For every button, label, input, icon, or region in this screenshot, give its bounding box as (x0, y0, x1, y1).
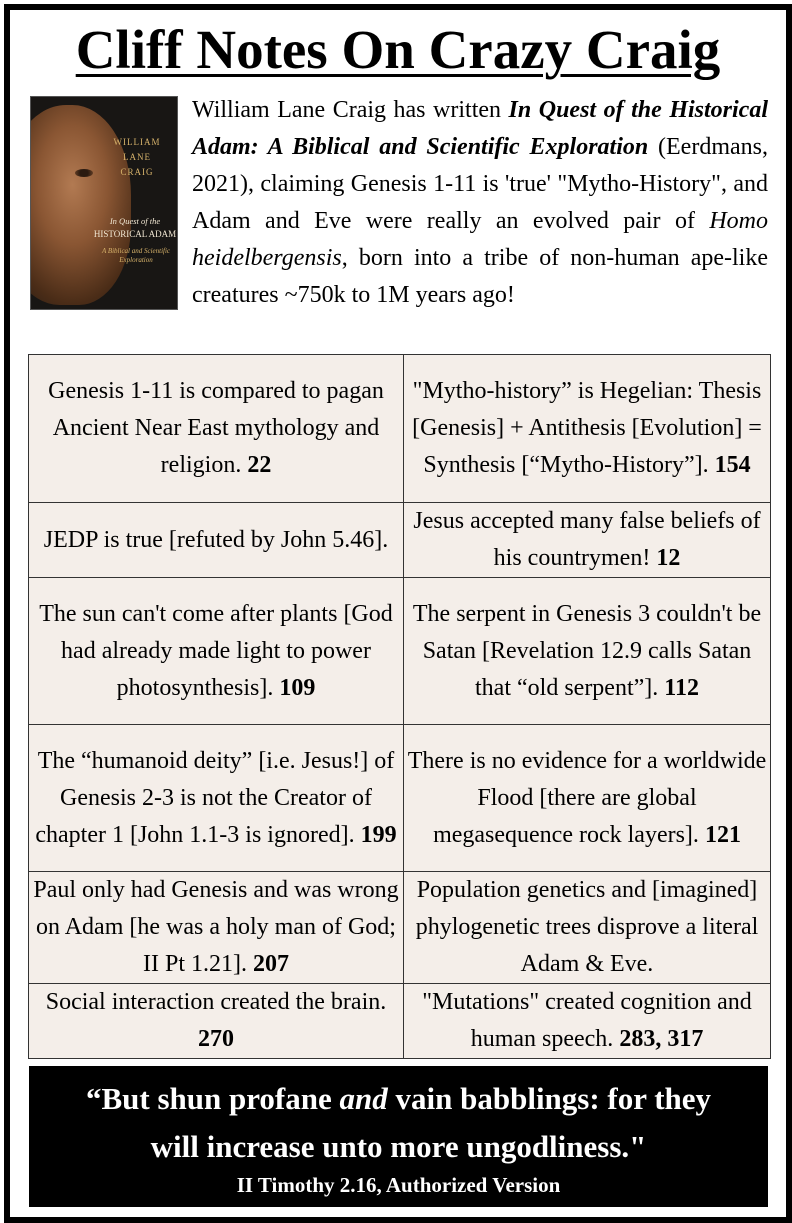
page-reference: 121 (704, 821, 741, 848)
cover-eye (75, 169, 93, 177)
page-reference: 12 (656, 545, 681, 571)
claim-cell-left (29, 872, 404, 984)
page-reference: 283, 317 (619, 1026, 704, 1052)
claims-row (29, 872, 771, 984)
page-title (10, 18, 786, 82)
claims-row (29, 503, 771, 578)
quote-citation: II Timothy 2.16, Authorized Version (236, 1173, 561, 1197)
quote-text: vain babblings: for they (387, 1081, 712, 1116)
claim-cell-right (404, 355, 771, 503)
claim-cell-right (404, 872, 771, 984)
cover-author (99, 135, 175, 180)
cover-title (93, 215, 177, 241)
page-frame (4, 4, 792, 1223)
claim-cell-left (29, 984, 404, 1059)
page-reference: 154 (714, 452, 751, 478)
claims-row (29, 725, 771, 872)
quote-emphasis: and (339, 1081, 388, 1116)
book-title: In Quest of the Historical Adam: A Biblical and Scientific Exploration (192, 97, 768, 160)
claim-cell-right (404, 984, 771, 1059)
claim-text: There is no evidence for a worldwide Flood [there are global megasequence rock layers]. (407, 747, 767, 848)
claim-text: "Mytho-history” is Hegelian: Thesis [Genesis] + Antithesis [Evolution] = Synthesis [“Mytho-History”]. (412, 378, 762, 478)
claim-text: Paul only had Genesis and was wrong on Adam [he was a holy man of God; II Pt 1.21]. (33, 877, 399, 977)
title-text: Cliff Notes On Crazy Craig (75, 19, 721, 80)
claims-table (28, 354, 771, 1059)
cover-title-line: HISTORICAL ADAM (93, 229, 177, 239)
intro-text-3: , born into a tribe of non-human ape-like creatures ~750k to 1M years ago! (192, 245, 768, 308)
claim-cell-left (29, 725, 404, 872)
page-reference: 270 (198, 1026, 234, 1052)
scripture-quote-box (29, 1066, 768, 1207)
page-reference: 109 (279, 674, 316, 701)
claims-row (29, 984, 771, 1059)
claims-table-body (29, 355, 771, 1059)
cover-subtitle: A Biblical and Scientific Exploration (101, 247, 171, 264)
claim-text: Jesus accepted many false beliefs of his countrymen! (413, 508, 761, 571)
claim-text: Population genetics and [imagined] phylogenetic trees disprove a literal Adam & Eve. (415, 877, 759, 977)
claim-cell-left (29, 578, 404, 725)
species-name: Homo heidelbergensis (192, 208, 768, 271)
claims-row (29, 355, 771, 503)
claim-text: "Mutations" created cognition and human speech. (422, 989, 752, 1052)
claims-row (29, 578, 771, 725)
claim-cell-left (29, 355, 404, 503)
claim-text: Social interaction created the brain. (45, 989, 387, 1015)
claim-cell-right (404, 503, 771, 578)
cover-title-line: In Quest of the (109, 216, 161, 226)
intro-text-1: William Lane Craig has written (192, 97, 509, 123)
claim-text: The “humanoid deity” [i.e. Jesus!] of Genesis 2-3 is not the Creator of chapter 1 [John 1.1-3 is ignored]. (35, 747, 395, 848)
intro-text-2: (Eerdmans, 2021), claiming Genesis 1-11 is 'true' "Mytho-History", and Adam and Eve were really an evolved pair of (192, 134, 768, 234)
claim-text: JEDP is true [refuted by John 5.46]. (43, 526, 389, 553)
page-reference: 199 (360, 821, 397, 848)
page-reference: 22 (247, 452, 272, 478)
page-reference: 207 (253, 951, 289, 977)
claim-text: Genesis 1-11 is compared to pagan Ancient Near East mythology and religion. (48, 378, 384, 478)
quote-line-1 (29, 1074, 768, 1124)
claim-cell-left (29, 503, 404, 578)
claim-text: The serpent in Genesis 3 couldn't be Satan [Revelation 12.9 calls Satan that “old serpent”]. (412, 600, 762, 701)
claim-text: The sun can't come after plants [God had already made light to power photosynthesis]. (39, 600, 393, 701)
cover-author-line: WILLIAM (113, 137, 161, 147)
book-cover-image (30, 96, 178, 310)
claim-cell-right (404, 725, 771, 872)
quote-text: “But shun profane (85, 1081, 340, 1116)
cover-author-line: LANE (123, 152, 151, 162)
quote-line-2: will increase unto more ungodliness." (150, 1129, 647, 1164)
claim-cell-right (404, 578, 771, 725)
cover-author-line: CRAIG (120, 167, 154, 177)
page-reference: 112 (664, 674, 699, 701)
